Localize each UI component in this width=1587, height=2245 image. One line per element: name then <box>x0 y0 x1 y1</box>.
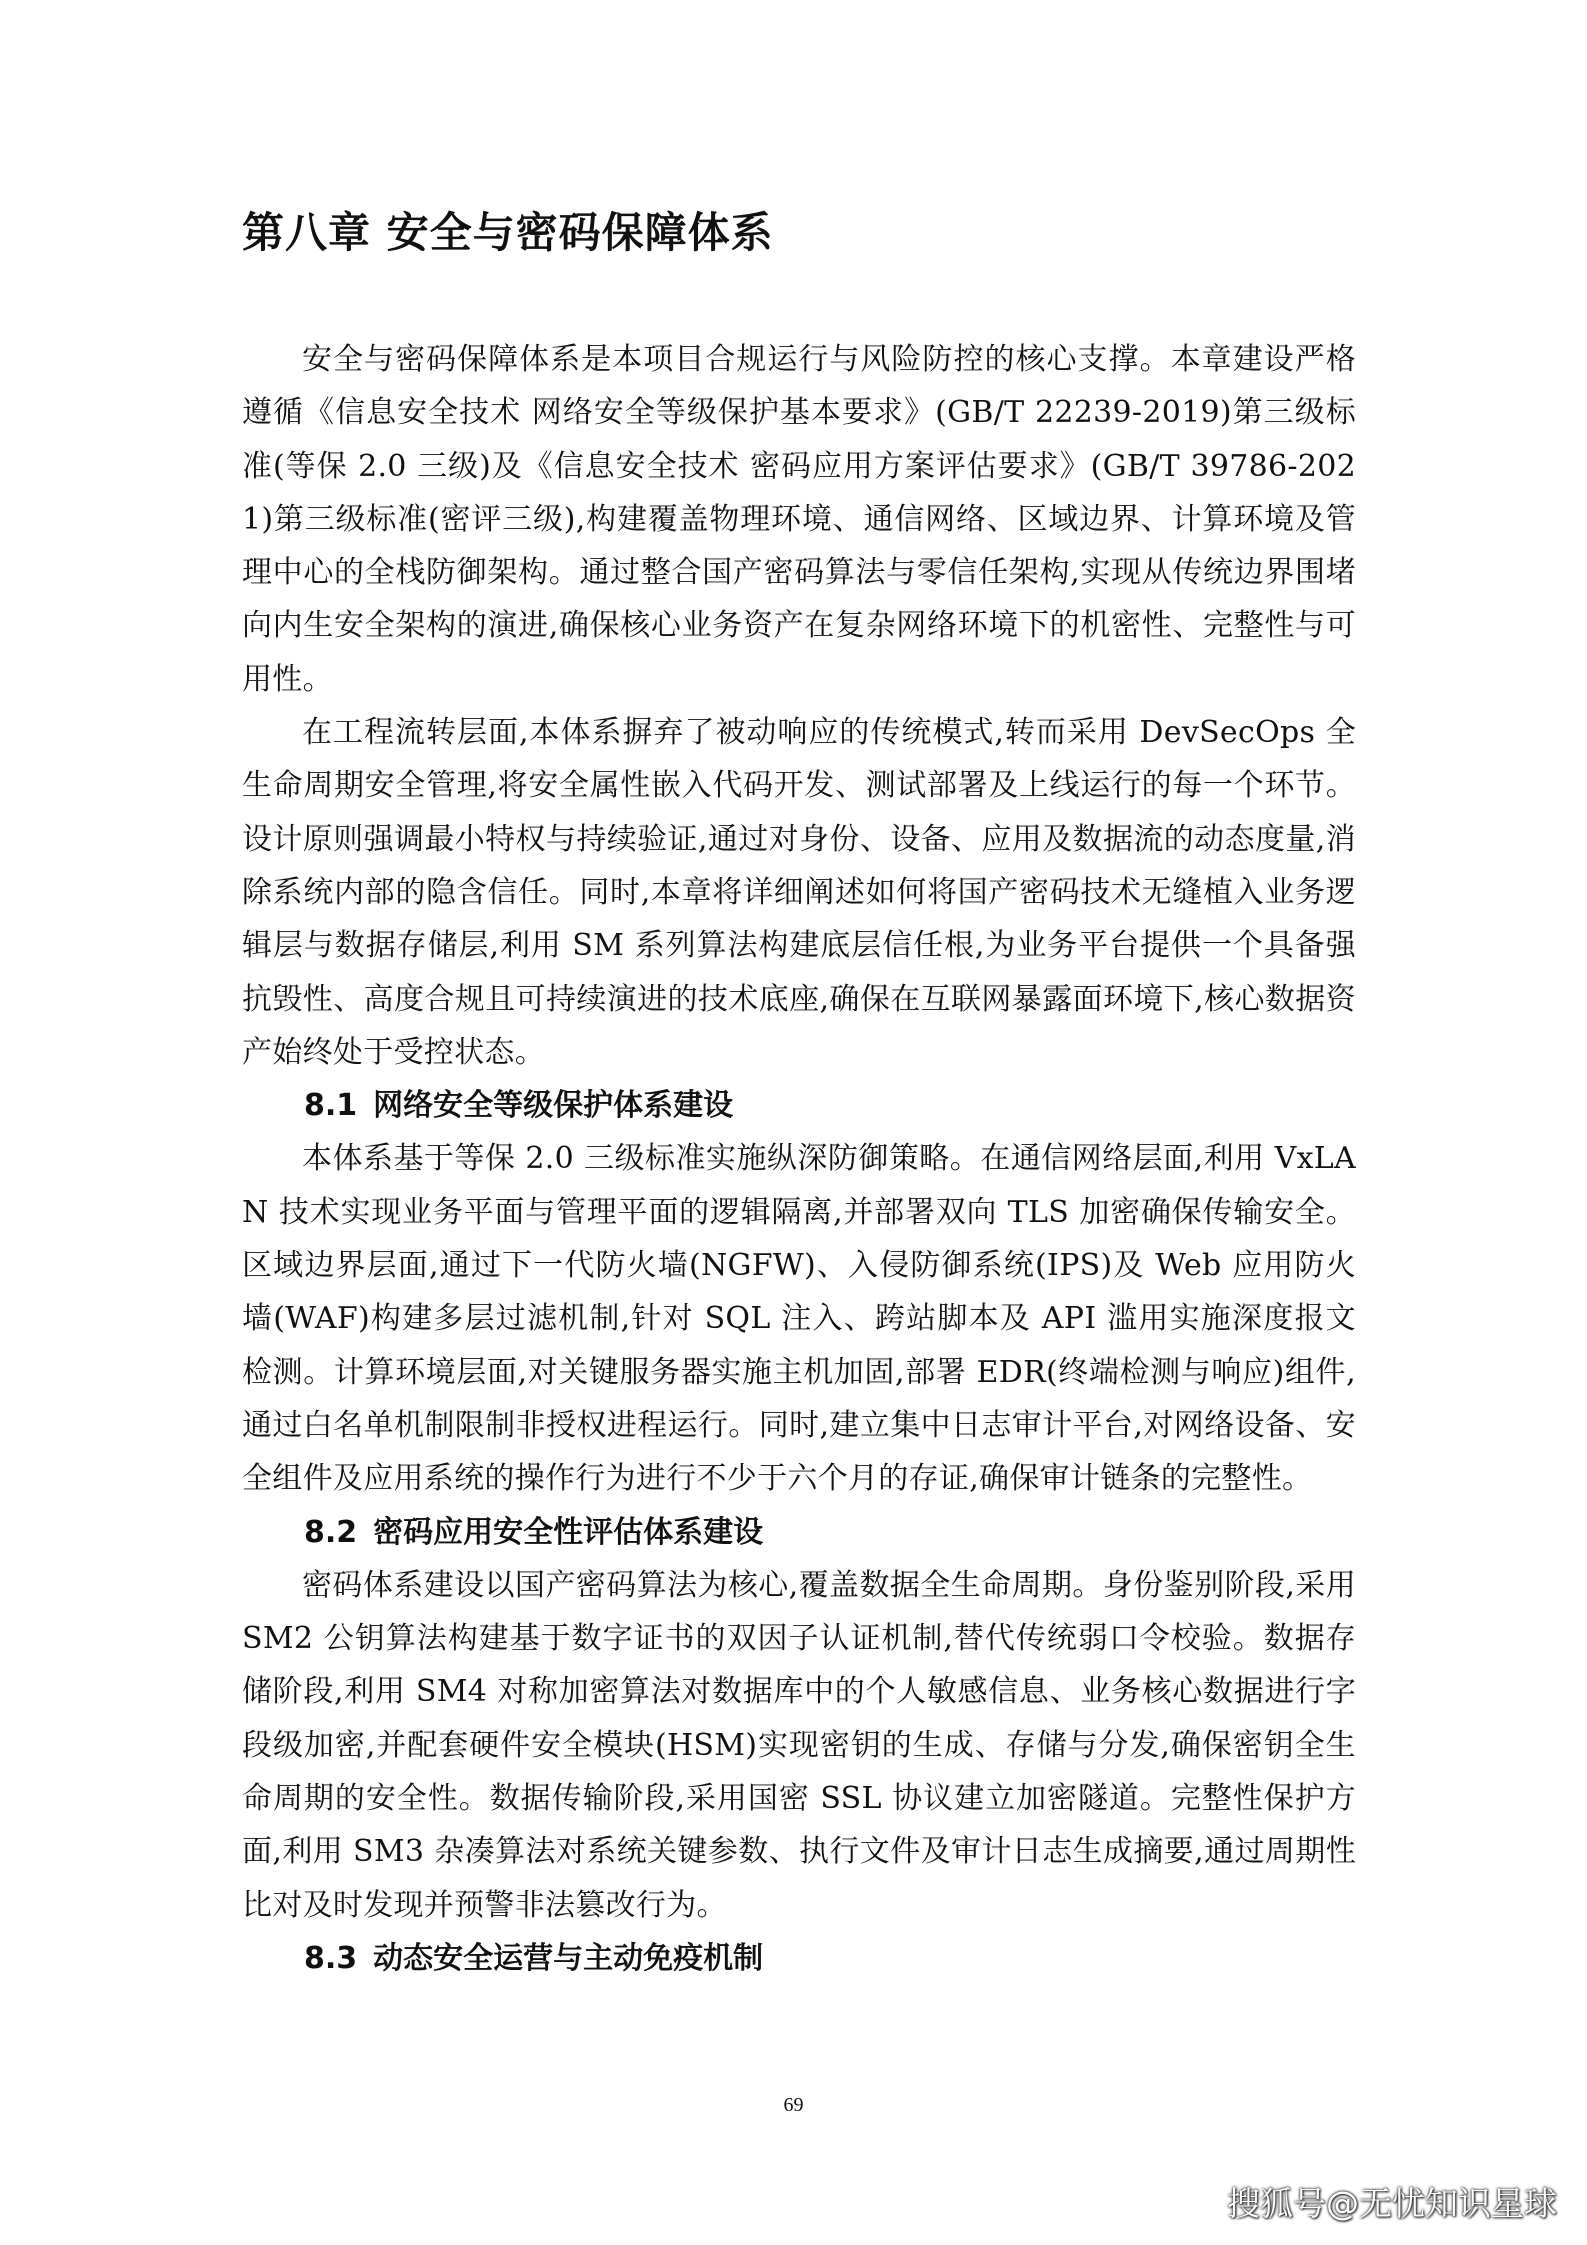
section-number: 8.2 <box>304 1514 358 1550</box>
intro-paragraph-2: 在工程流转层面,本体系摒弃了被动响应的传统模式,转而采用 DevSecOps 全生命周期安全管理,将安全属性嵌入代码开发、测试部署及上线运行的每一个环节。设计原则强调最小特权与持续验证,通过对身份、设备、应用及数据流的动态度量,消除系统内部的隐含信任。同时,本章将详细阐述如何将国产密码技术无缝植入业务逻辑层与数据存储层,利用 SM 系列算法构建底层信任根,为业务平台提供一个具备强抗毁性、高度合规且可持续演进的技术底座,确保在互联网暴露面环境下,核心数据资产始终处于受控状态。 <box>242 715 1356 1070</box>
page-number: 69 <box>783 2094 804 2116</box>
section-number: 8.1 <box>304 1088 358 1124</box>
chapter-title: 第八章 安全与密码保障体系 <box>242 208 774 257</box>
section-heading-8-3 <box>242 1932 1356 1985</box>
section-heading-8-2 <box>242 1506 1356 1559</box>
section-title: 动态安全运营与主动免疫机制 <box>373 1940 764 1976</box>
section-8-2-paragraph: 密码体系建设以国产密码算法为核心,覆盖数据全生命周期。身份鉴别阶段,采用 SM2 公钥算法构建基于数字证书的双因子认证机制,替代传统弱口令校验。数据存储阶段,利用 SM4 对称加密算法对数据库中的个人敏感信息、业务核心数据进行字段级加密,并配套硬件安全模块(HSM)实现密钥的生成、存储与分发,确保密钥全生命周期的安全性。数据传输阶段,采用国密 SSL 协议建立加密隧道。完整性保护方面,利用 SM3 杂凑算法对系统关键参数、执行文件及审计日志生成摘要,通过周期性比对及时发现并预警非法篡改行为。 <box>242 1567 1356 1923</box>
intro-paragraph-1: 安全与密码保障体系是本项目合规运行与风险防控的核心支撑。本章建设严格遵循《信息安全技术 网络安全等级保护基本要求》(GB/T 22239-2019)第三级标准(等保 2.0 三级)及《信息安全技术 密码应用方案评估要求》(GB/T 39786-2021)第三级标准(密评三级),构建覆盖物理环境、通信网络、区域边界、计算环境及管理中心的全栈防御架构。通过整合国产密码算法与零信任架构,实现从传统边界围堵向内生安全架构的演进,确保核心业务资产在复杂网络环境下的机密性、完整性与可用性。 <box>242 342 1356 697</box>
section-title: 网络安全等级保护体系建设 <box>373 1088 734 1124</box>
section-number: 8.3 <box>304 1940 358 1976</box>
section-title: 密码应用安全性评估体系建设 <box>373 1514 764 1550</box>
watermark: 搜狐号@无忧知识星球 <box>1227 2184 1557 2223</box>
section-heading-8-1 <box>242 1079 1356 1132</box>
section-8-1-paragraph: 本体系基于等保 2.0 三级标准实施纵深防御策略。在通信网络层面,利用 VxLAN 技术实现业务平面与管理平面的逻辑隔离,并部署双向 TLS 加密确保传输安全。区域边界层面,通过下一代防火墙(NGFW)、入侵防御系统(IPS)及 Web 应用防火墙(WAF)构建多层过滤机制,针对 SQL 注入、跨站脚本及 API 滥用实施深度报文检测。计算环境层面,对关键服务器实施主机加固,部署 EDR(终端检测与响应)组件,通过白名单机制限制非授权进程运行。同时,建立集中日志审计平台,对网络设备、安全组件及应用系统的操作行为进行不少于六个月的存证,确保审计链条的完整性。 <box>242 1141 1356 1497</box>
body-text <box>242 333 1356 1985</box>
